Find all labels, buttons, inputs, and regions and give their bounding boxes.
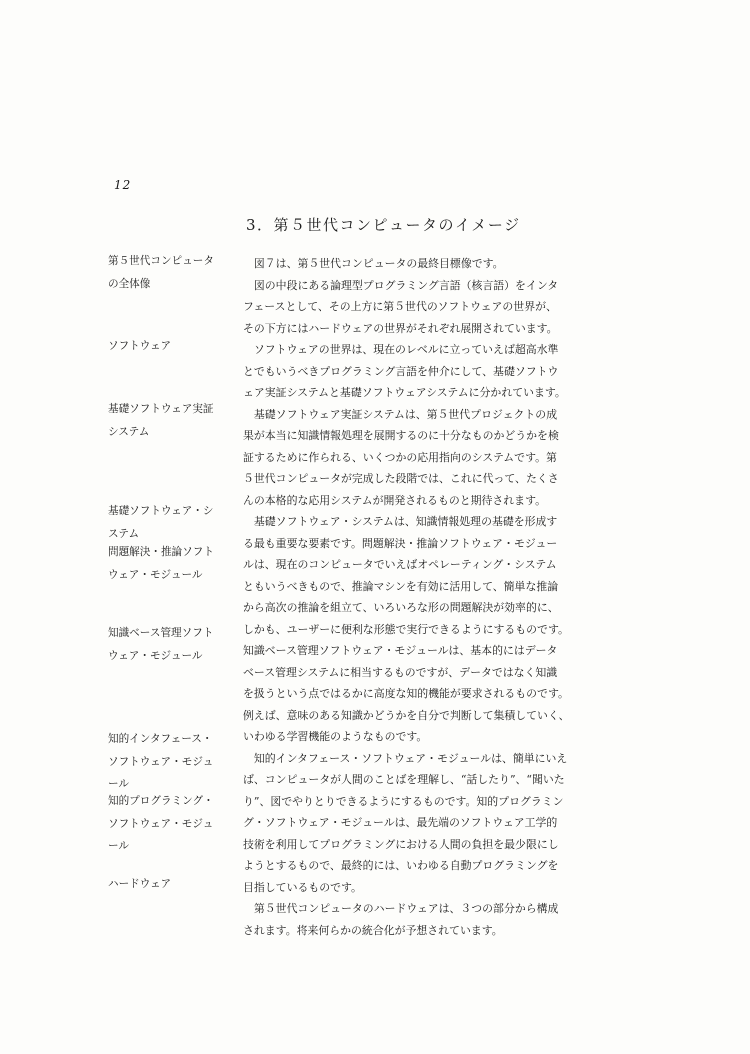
body-line: 第５世代コンピュータのハードウェアは、３つの部分から構成 <box>243 902 559 915</box>
body-line: り”、図でやりとりできるようにするものです。知的プログラミン <box>243 794 564 808</box>
margin-note-line: ウェア・モジュール <box>108 568 203 581</box>
body-line: ェア実証システムと基礎ソフトウェアシステムに分かれています。 <box>243 386 566 399</box>
margin-note-software <box>108 335 171 358</box>
body-line: を扱うという点ではるかに高度な知的機能が要求されるものです。 <box>243 687 569 700</box>
body-line: ルは、現在のコンピュータでいえばオペレーティング・システム <box>243 558 557 571</box>
section-title: 3．第５世代コンピュータのイメージ <box>246 216 521 234</box>
margin-note-overview <box>108 250 214 295</box>
body-line: んの本格的な応用システムが開発されるものと期待されます。 <box>243 493 546 507</box>
body-line: 技術を利用してプログラミングにおける人間の負担を最少限にし <box>243 837 559 851</box>
body-line: から高次の推論を組立て、いろいろな形の問題解決が効率的に、 <box>243 601 559 614</box>
page-number: 12 <box>114 178 132 192</box>
body-line: 例えば、意味のある知識かどうかを自分で判断して集積していく、 <box>243 708 570 722</box>
body-line: いわゆる学習機能のようなものです。 <box>243 730 428 743</box>
margin-note-line: 基礎ソフトウェア実証 <box>108 403 214 415</box>
body-line: 図の中段にある論理型プログラミング言語（核言語）をインタ <box>243 278 559 292</box>
body-line: ソフトウェアの世界は、現在のレベルに立っていえば超高水準 <box>243 343 559 356</box>
body-line: グ・ソフトウェア・モジュールは、最先端のソフトウェア工学的 <box>243 816 558 829</box>
margin-note-line: 第５世代コンピュータ <box>108 255 214 267</box>
body-line: 証するために作られる、いくつかの応用指向のシステムです。第 <box>243 450 557 464</box>
margin-note-hardware <box>108 873 171 896</box>
margin-note-line: ソフトウェア・モジュ <box>108 755 214 768</box>
body-line: フェースとして、その上方に第５世代のソフトウェアの世界が、 <box>243 300 557 313</box>
body-line: ベース管理システムに相当するものですが、データではなく知識 <box>243 665 558 679</box>
margin-note-line: ウェア・モジュール <box>108 649 203 662</box>
margin-note-line: 知的プログラミング・ <box>108 795 214 807</box>
margin-note-problem-solving <box>108 541 214 586</box>
body-text <box>243 253 586 941</box>
body-line: 知識ベース管理ソフトウェア・モジュールは、基本的にはデータ <box>243 644 558 657</box>
body-line: ともいうべきもので、推論マシンを有効に活用して、簡単な推論 <box>243 579 559 593</box>
margin-note-line: ハードウェア <box>108 878 172 890</box>
margin-note-line: ール <box>108 840 129 852</box>
body-line: されます。将来何らかの統合化が予想されています。 <box>243 923 503 937</box>
body-line: 知的インタフェース・ソフトウェア・モジュールは、簡単にいえ <box>243 751 568 765</box>
body-line: 目指しているものです。 <box>243 880 362 894</box>
margin-note-intelligent-programming <box>108 790 214 858</box>
margin-note-line: 基礎ソフトウェア・シ <box>108 505 214 517</box>
body-line: しかも、ユーザーに便利な形態で実行できるようにするものです。 <box>243 622 569 636</box>
margin-note-line: の全体像 <box>108 277 151 290</box>
margin-note-knowledge-base <box>108 622 213 667</box>
margin-note-line: システム <box>108 425 150 438</box>
body-line: 果が本当に知識情報処理を展開するのに十分なものかどうかを検 <box>243 429 559 442</box>
margin-note-basic-software-system <box>108 500 214 545</box>
margin-note-line: 知的インタフェース・ <box>108 733 213 745</box>
body-line: る最も重要な要素です。問題解決・推論ソフトウェア・モジュー <box>243 536 558 550</box>
body-line: その下方にはハードウェアの世界がそれぞれ展開されています。 <box>243 321 558 335</box>
margin-note-line: ソフトウェア <box>108 340 172 352</box>
body-line: 基礎ソフトウェア実証システムは、第５世代プロジェクトの成 <box>243 407 558 421</box>
body-line: 図７は、第５世代コンピュータの最終目標像です。 <box>243 257 504 270</box>
margin-note-line: 問題解決・推論ソフト <box>108 546 214 558</box>
body-line: ば、コンピュータが人間のことばを理解し、“話したり”、“聞いた <box>243 773 565 786</box>
margin-note-line: ール <box>108 778 129 790</box>
body-line: ようとするもので、最終的には、いわゆる自動プログラミングを <box>243 859 559 872</box>
margin-note-intelligent-interface <box>108 728 213 796</box>
margin-note-line: 知識ベース管理ソフト <box>108 627 214 639</box>
margin-note-line: ステム <box>108 527 140 540</box>
body-line: 基礎ソフトウェア・システムは、知識情報処理の基礎を形成す <box>243 515 558 528</box>
body-line: ５世代コンピュータが完成した段階では、これに代って、たくさ <box>243 472 559 485</box>
margin-note-basic-software-demo <box>108 398 214 443</box>
body-line: とでもいうべきプログラミング言語を仲介にして、基礎ソフトウ <box>243 364 559 378</box>
margin-note-line: ソフトウェア・モジュ <box>108 817 214 830</box>
